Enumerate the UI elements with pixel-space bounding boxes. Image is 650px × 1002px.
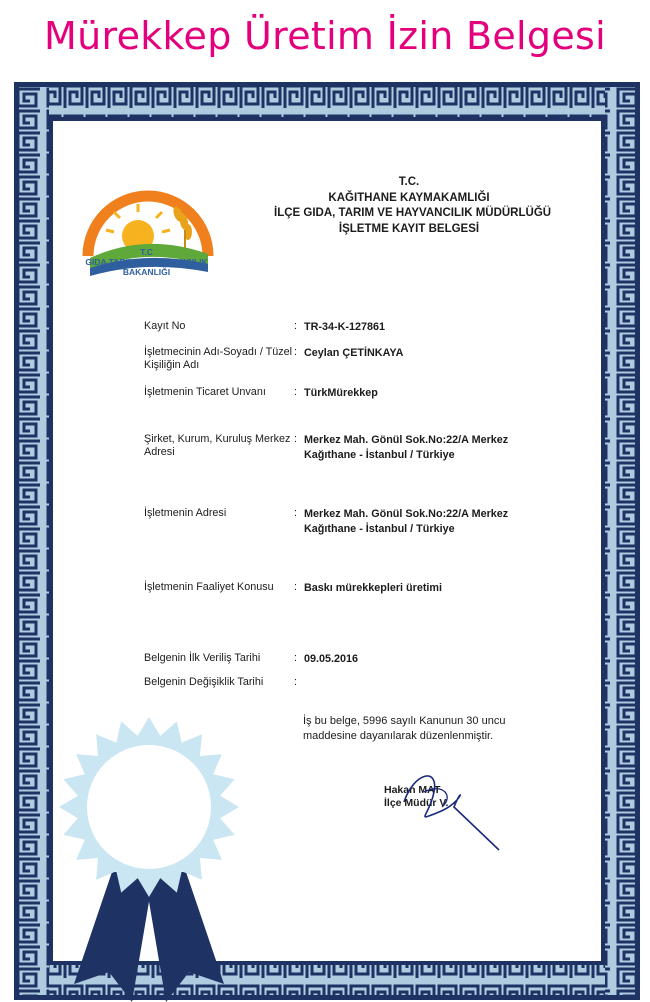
field-colon: : [294, 386, 297, 398]
field-label: İşletmecinin Adı-Soyadı / Tüzel Kişiliğin Adı [144, 346, 293, 371]
rosette-seal-icon [54, 712, 244, 1002]
field-label: Belgenin İlk Veriliş Tarihi [144, 652, 261, 664]
header-kaymakamlik: KAĞITHANE KAYMAKAMLIĞI [328, 191, 490, 204]
field-value: Baskı mürekkepleri üretimi [304, 582, 443, 594]
field-colon: : [294, 433, 297, 445]
field-label: Belgenin Değişiklik Tarihi [144, 676, 264, 688]
logo-bakanlik: BAKANLIĞI [122, 267, 171, 277]
field-colon: : [294, 507, 297, 519]
field-colon: : [294, 652, 297, 664]
field-label: Kayıt No [144, 320, 186, 332]
field-colon: : [294, 676, 297, 688]
logo-caption [74, 247, 219, 277]
field-value: Ceylan ÇETİNKAYA [304, 347, 404, 359]
signer-name: Hakan MAT [384, 784, 441, 796]
field-label: İşletmenin Faaliyet Konusu [144, 581, 274, 593]
field-colon: : [294, 320, 297, 332]
field-value: Merkez Mah. Gönül Sok.No:22/A Merkez Kağıthane - İstanbul / Türkiye [304, 434, 509, 461]
document-header [274, 175, 552, 237]
logo-ministry-name: GIDA TARIM VE HAYVANCILIK [85, 257, 208, 267]
field-colon: : [294, 346, 297, 358]
field-colon: : [294, 581, 297, 593]
field-value: 09.05.2016 [304, 653, 359, 665]
logo-tc: T.C [140, 247, 153, 257]
page-title: Mürekkep Üretim İzin Belgesi [44, 14, 606, 58]
header-mudurluk: İLÇE GIDA, TARIM VE HAYVANCILIK MÜDÜRLÜĞÜ [274, 207, 552, 219]
signer-title: İlçe Müdür V. [384, 797, 449, 809]
field-label: Şirket, Kurum, Kuruluş Merkez Adresi [144, 433, 291, 458]
header-belge-adi: İŞLETME KAYIT BELGESİ [338, 222, 480, 235]
field-label: İşletmenin Adresi [144, 507, 227, 519]
signature-scribble [394, 762, 504, 852]
header-tc: T.C. [398, 176, 420, 188]
certificate-document [14, 82, 640, 1000]
field-value: Merkez Mah. Gönül Sok.No:22/A Merkez Kağıthane - İstanbul / Türkiye [304, 508, 509, 535]
field-label: İşletmenin Ticaret Unvanı [144, 386, 266, 398]
legal-statement: İş bu belge, 5996 sayılı Kanunun 30 uncu maddesine dayanılarak düzenlenmiştir. [303, 715, 506, 742]
field-value: TürkMürekkep [304, 387, 378, 399]
field-value: TR-34-K-127861 [304, 321, 386, 333]
